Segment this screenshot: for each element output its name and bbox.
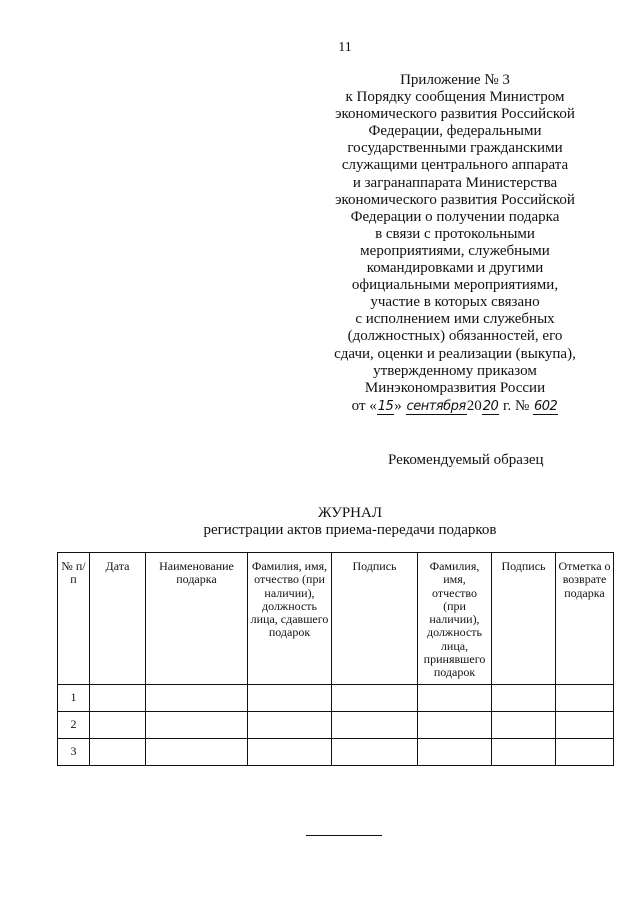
column-header-date: Дата bbox=[90, 553, 146, 685]
column-header-number: № п/п bbox=[58, 553, 90, 685]
row-number: 3 bbox=[58, 738, 90, 765]
order-mid: » bbox=[394, 397, 402, 414]
order-year-label: г. № bbox=[502, 397, 530, 414]
table-cell bbox=[146, 738, 248, 765]
table-cell bbox=[492, 711, 556, 738]
order-date-line bbox=[318, 398, 592, 415]
appendix-line: Федерации о получении подарка bbox=[350, 208, 560, 225]
table-cell bbox=[418, 738, 492, 765]
appendix-line: сдачи, оценки и реализации (выкупа), bbox=[334, 345, 576, 362]
table-cell bbox=[90, 684, 146, 711]
column-header-receiver-signature: Подпись bbox=[492, 553, 556, 685]
appendix-line: государственными гражданскими bbox=[347, 140, 563, 157]
appendix-line: Минэкономразвития России bbox=[364, 379, 546, 396]
journal-table bbox=[57, 552, 614, 766]
footer-divider bbox=[306, 835, 382, 836]
table-cell bbox=[90, 738, 146, 765]
journal-subtitle: регистрации актов приема-передачи подарков bbox=[203, 522, 497, 538]
appendix-line: с исполнением ими служебных bbox=[355, 311, 555, 328]
appendix-line: участие в которых связано bbox=[370, 294, 540, 311]
appendix-line: Приложение № 3 bbox=[400, 72, 510, 88]
order-day-handwritten: 15 bbox=[377, 398, 394, 414]
column-header-receiver: Фамилия, имя, отчество (при наличии), должность лица, принявшего подарок bbox=[418, 553, 492, 685]
order-prefix: от « bbox=[351, 397, 377, 414]
journal-title: ЖУРНАЛ bbox=[317, 505, 383, 521]
page-number: 11 bbox=[338, 40, 352, 55]
table-cell bbox=[492, 684, 556, 711]
table-cell bbox=[556, 711, 614, 738]
appendix-line: в связи с протокольными bbox=[375, 225, 535, 242]
appendix-line: официальными мероприятиями, bbox=[351, 277, 559, 294]
table-cell bbox=[556, 738, 614, 765]
table-cell bbox=[556, 684, 614, 711]
table-cell bbox=[492, 738, 556, 765]
table-cell bbox=[248, 711, 332, 738]
appendix-line: командировками и другими bbox=[366, 260, 544, 277]
table-row bbox=[58, 711, 614, 738]
column-header-gift-name: Наименование подарка bbox=[146, 553, 248, 685]
table-row bbox=[58, 738, 614, 765]
appendix-line: и загранаппарата Министерства bbox=[352, 174, 558, 191]
order-number-handwritten: 602 bbox=[534, 398, 558, 414]
appendix-line: мероприятиями, служебными bbox=[360, 242, 550, 259]
table-cell bbox=[418, 711, 492, 738]
table-header-row bbox=[58, 553, 614, 685]
table-cell bbox=[248, 684, 332, 711]
order-month-handwritten: сентября bbox=[406, 398, 466, 414]
journal-heading bbox=[190, 505, 510, 539]
appendix-line: к Порядку сообщения Министром bbox=[345, 89, 565, 106]
appendix-line: (должностных) обязанностей, его bbox=[347, 328, 563, 345]
row-number: 2 bbox=[58, 711, 90, 738]
recommended-sample-label: Рекомендуемый образец bbox=[388, 452, 544, 468]
appendix-header bbox=[318, 72, 592, 415]
table-row bbox=[58, 684, 614, 711]
table-cell bbox=[146, 711, 248, 738]
table-cell bbox=[146, 684, 248, 711]
table-cell bbox=[418, 684, 492, 711]
appendix-line: служащими центрального аппарата bbox=[341, 157, 569, 174]
appendix-line: экономического развития Российской bbox=[335, 191, 575, 208]
row-number: 1 bbox=[58, 684, 90, 711]
column-header-giver-signature: Подпись bbox=[332, 553, 418, 685]
table-cell bbox=[332, 711, 418, 738]
table-cell bbox=[248, 738, 332, 765]
appendix-line: экономического развития Российской bbox=[335, 106, 575, 123]
table-cell bbox=[332, 738, 418, 765]
appendix-line: утвержденному приказом bbox=[373, 362, 537, 379]
order-year-handwritten: 20 bbox=[482, 398, 499, 414]
table-cell bbox=[90, 711, 146, 738]
column-header-giver: Фамилия, имя, отчество (при наличии), должность лица, сдавшего подарок bbox=[248, 553, 332, 685]
order-year-prefix: 20 bbox=[466, 397, 482, 414]
appendix-line: Федерации, федеральными bbox=[368, 123, 542, 140]
table-cell bbox=[332, 684, 418, 711]
column-header-return-mark: Отметка о возврате подарка bbox=[556, 553, 614, 685]
